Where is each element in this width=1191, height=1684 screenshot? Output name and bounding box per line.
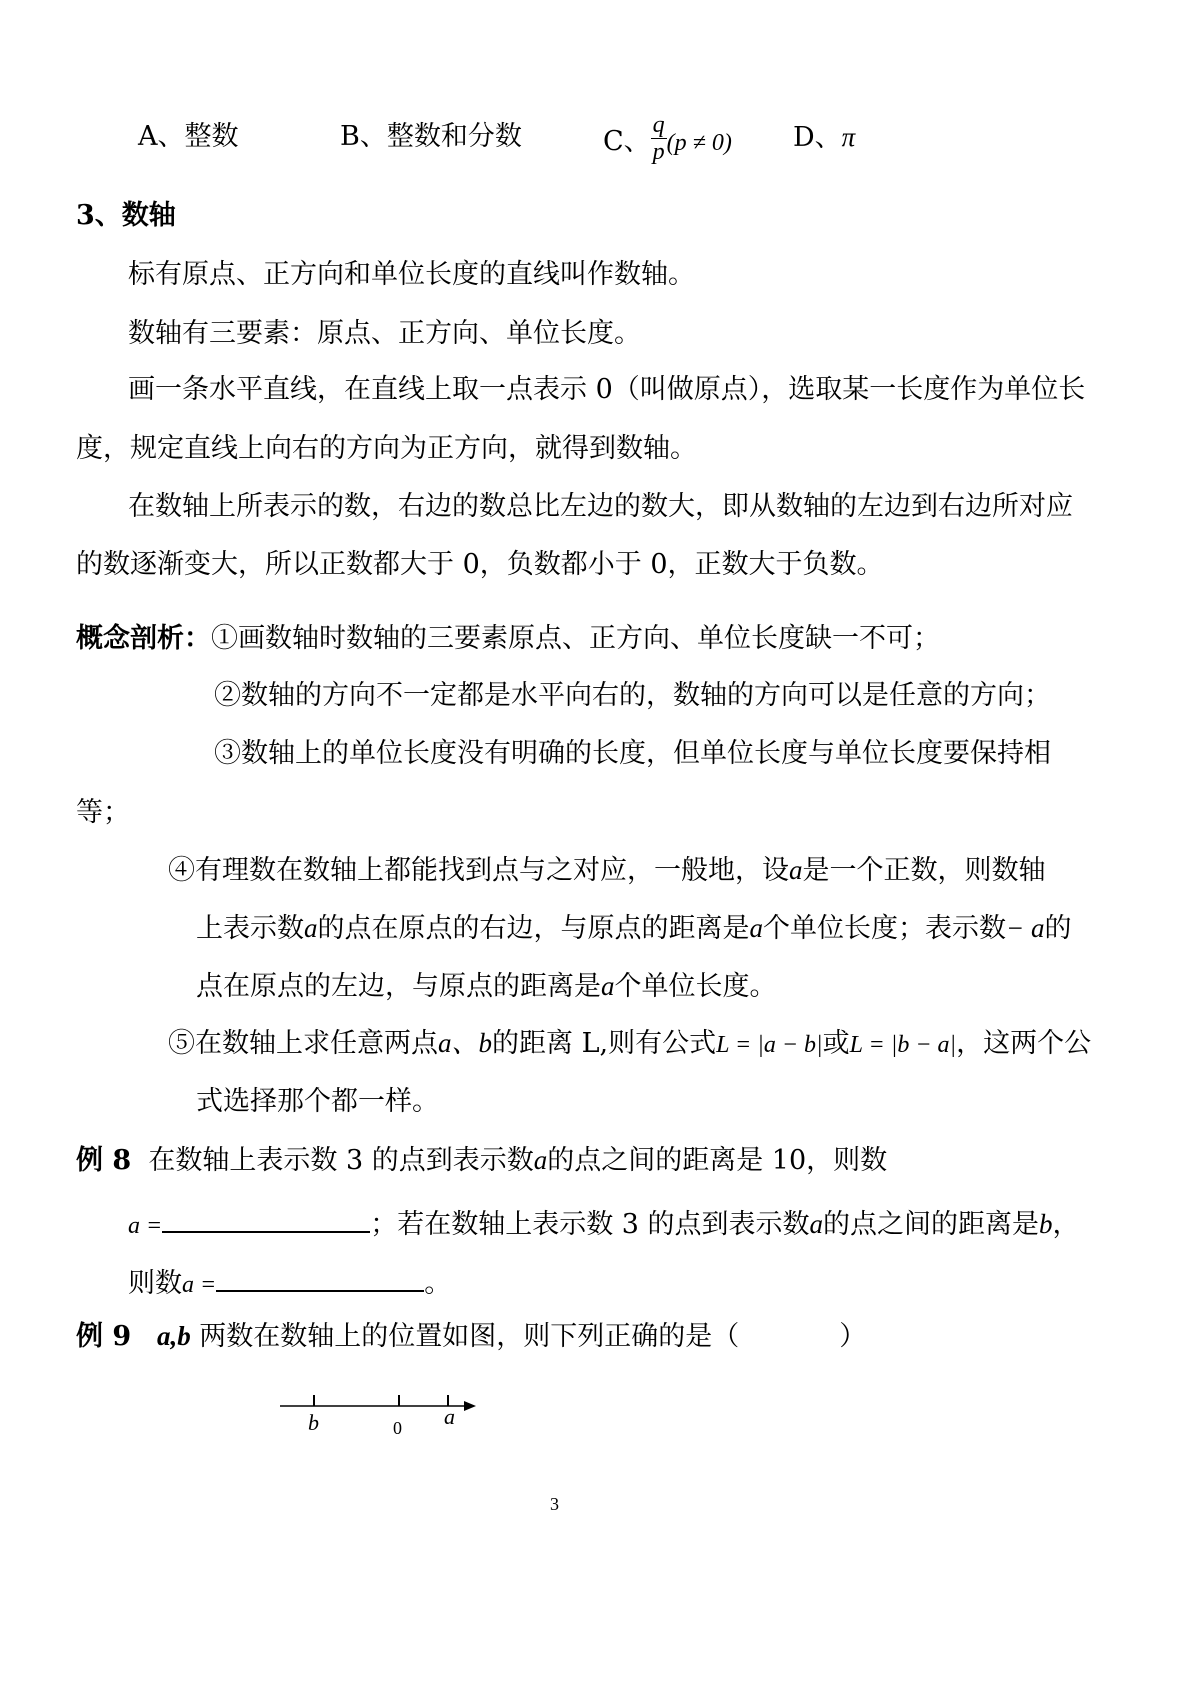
option-c xyxy=(603,112,732,165)
text: 的点之间的距离是 xyxy=(823,1209,1040,1240)
example-9-label: 例 9 xyxy=(76,1321,132,1352)
analysis-item-4-line-1 xyxy=(168,853,1046,888)
text: 是一个正数，则数轴 xyxy=(802,855,1046,886)
analysis-item-3-line-1: ③数轴上的单位长度没有明确的长度，但单位长度与单位长度要保持相 xyxy=(214,738,1051,769)
analysis-item-3-line-2: 等； xyxy=(76,797,130,828)
paragraph-3-line-2: 度，规定直线上向右的方向为正方向，就得到数轴。 xyxy=(76,433,697,464)
paragraph-4-line-1: 在数轴上所表示的数，右边的数总比左边的数大，即从数轴的左边到右边所对应 xyxy=(128,491,1073,522)
text: ） xyxy=(839,1321,867,1352)
formula-2: L = |b − a| xyxy=(849,1032,957,1058)
text: 个单位长度。 xyxy=(614,971,777,1002)
paragraph-3-line-1: 画一条水平直线，在直线上取一点表示 0（叫做原点），选取某一长度作为单位长 xyxy=(128,374,1086,405)
text: 点在原点的左边，与原点的距离是 xyxy=(196,971,601,1002)
text: ④有理数在数轴上都能找到点与之对应，一般地，设 xyxy=(168,855,789,886)
text: ⑤在数轴上求任意两点 xyxy=(168,1028,438,1059)
section-heading: 3、数轴 xyxy=(76,200,176,231)
analysis-item-1 xyxy=(76,622,940,656)
variable-a-equals: a = xyxy=(128,1213,163,1239)
option-d-prefix: D、 xyxy=(793,122,842,153)
answer-blank-2[interactable] xyxy=(216,1262,424,1292)
example-8-line-1 xyxy=(76,1143,887,1178)
paragraph-2: 数轴有三要素：原点、正方向、单位长度。 xyxy=(128,318,641,349)
variable-a: a xyxy=(789,855,803,885)
text: 的点之间的距离是 10，则数 xyxy=(547,1145,888,1176)
option-b: B、整数和分数 xyxy=(340,121,522,152)
option-d-value: π xyxy=(841,122,856,152)
text: 上表示数 xyxy=(196,913,304,944)
option-c-condition: (p ≠ 0) xyxy=(666,130,732,156)
variable-a: a xyxy=(304,913,318,943)
option-d xyxy=(793,120,855,155)
text: 两数在数轴上的位置如图，则下列正确的是（ xyxy=(199,1321,740,1352)
variable-a: a xyxy=(533,1145,548,1175)
label-zero: 0 xyxy=(393,1418,402,1438)
example-8-line-3 xyxy=(128,1262,451,1302)
arrow-head xyxy=(464,1401,476,1411)
text: ， xyxy=(1052,1209,1080,1240)
analysis-item-5-line-1 xyxy=(168,1026,1091,1062)
variable-neg-a: − a xyxy=(1006,913,1045,943)
text: ；若在数轴上表示数 3 的点到表示数 xyxy=(370,1209,810,1240)
text: 或 xyxy=(822,1028,850,1059)
text: 个单位长度；表示数 xyxy=(763,913,1006,944)
analysis-item-2: ②数轴的方向不一定都是水平向右的，数轴的方向可以是任意的方向； xyxy=(214,680,1051,711)
number-line-figure xyxy=(270,1380,500,1450)
text: 。 xyxy=(424,1268,452,1299)
variables-a-b: a,b xyxy=(156,1321,191,1351)
paragraph-4-line-2: 的数逐渐变大，所以正数都大于 0，负数都小于 0，正数大于负数。 xyxy=(76,549,884,580)
text: ，这两个公 xyxy=(956,1028,1092,1059)
text: 的距离 L,则有公式 xyxy=(492,1028,717,1059)
label-b: b xyxy=(308,1410,319,1435)
text: 的 xyxy=(1044,913,1072,944)
paragraph-1: 标有原点、正方向和单位长度的直线叫作数轴。 xyxy=(128,259,695,290)
example-8-label: 例 8 xyxy=(76,1145,132,1176)
variable-a-equals: a = xyxy=(182,1272,217,1298)
example-9-line xyxy=(76,1319,866,1354)
text: 在数轴上表示数 3 的点到表示数 xyxy=(148,1145,534,1176)
option-a: A、整数 xyxy=(138,121,239,152)
text: 则数 xyxy=(128,1268,182,1299)
analysis-item-4-line-2 xyxy=(196,911,1071,946)
analysis-item-4-line-3 xyxy=(196,969,777,1004)
answer-blank-1[interactable] xyxy=(162,1203,370,1233)
label-a: a xyxy=(444,1404,455,1429)
formula-1: L = |a − b| xyxy=(716,1032,823,1058)
fraction-q-over-p xyxy=(651,112,667,165)
fraction-numerator: q xyxy=(652,112,665,138)
variable-a: a xyxy=(749,913,763,943)
text: 的点在原点的右边，与原点的距离是 xyxy=(317,913,750,944)
variable-a: a xyxy=(809,1209,824,1239)
analysis-label: 概念剖析： xyxy=(76,623,211,654)
fraction-denominator: p xyxy=(652,139,665,165)
variables-a-b: a、b xyxy=(438,1028,492,1058)
variable-a: a xyxy=(601,971,615,1001)
analysis-item-1-text: ①画数轴时数轴的三要素原点、正方向、单位长度缺一不可； xyxy=(211,623,940,654)
page-number: 3 xyxy=(550,1494,559,1514)
variable-b: b xyxy=(1039,1209,1053,1239)
example-8-line-2 xyxy=(128,1203,1080,1243)
option-c-prefix: C、 xyxy=(603,126,651,157)
analysis-item-5-line-2: 式选择那个都一样。 xyxy=(196,1086,439,1117)
